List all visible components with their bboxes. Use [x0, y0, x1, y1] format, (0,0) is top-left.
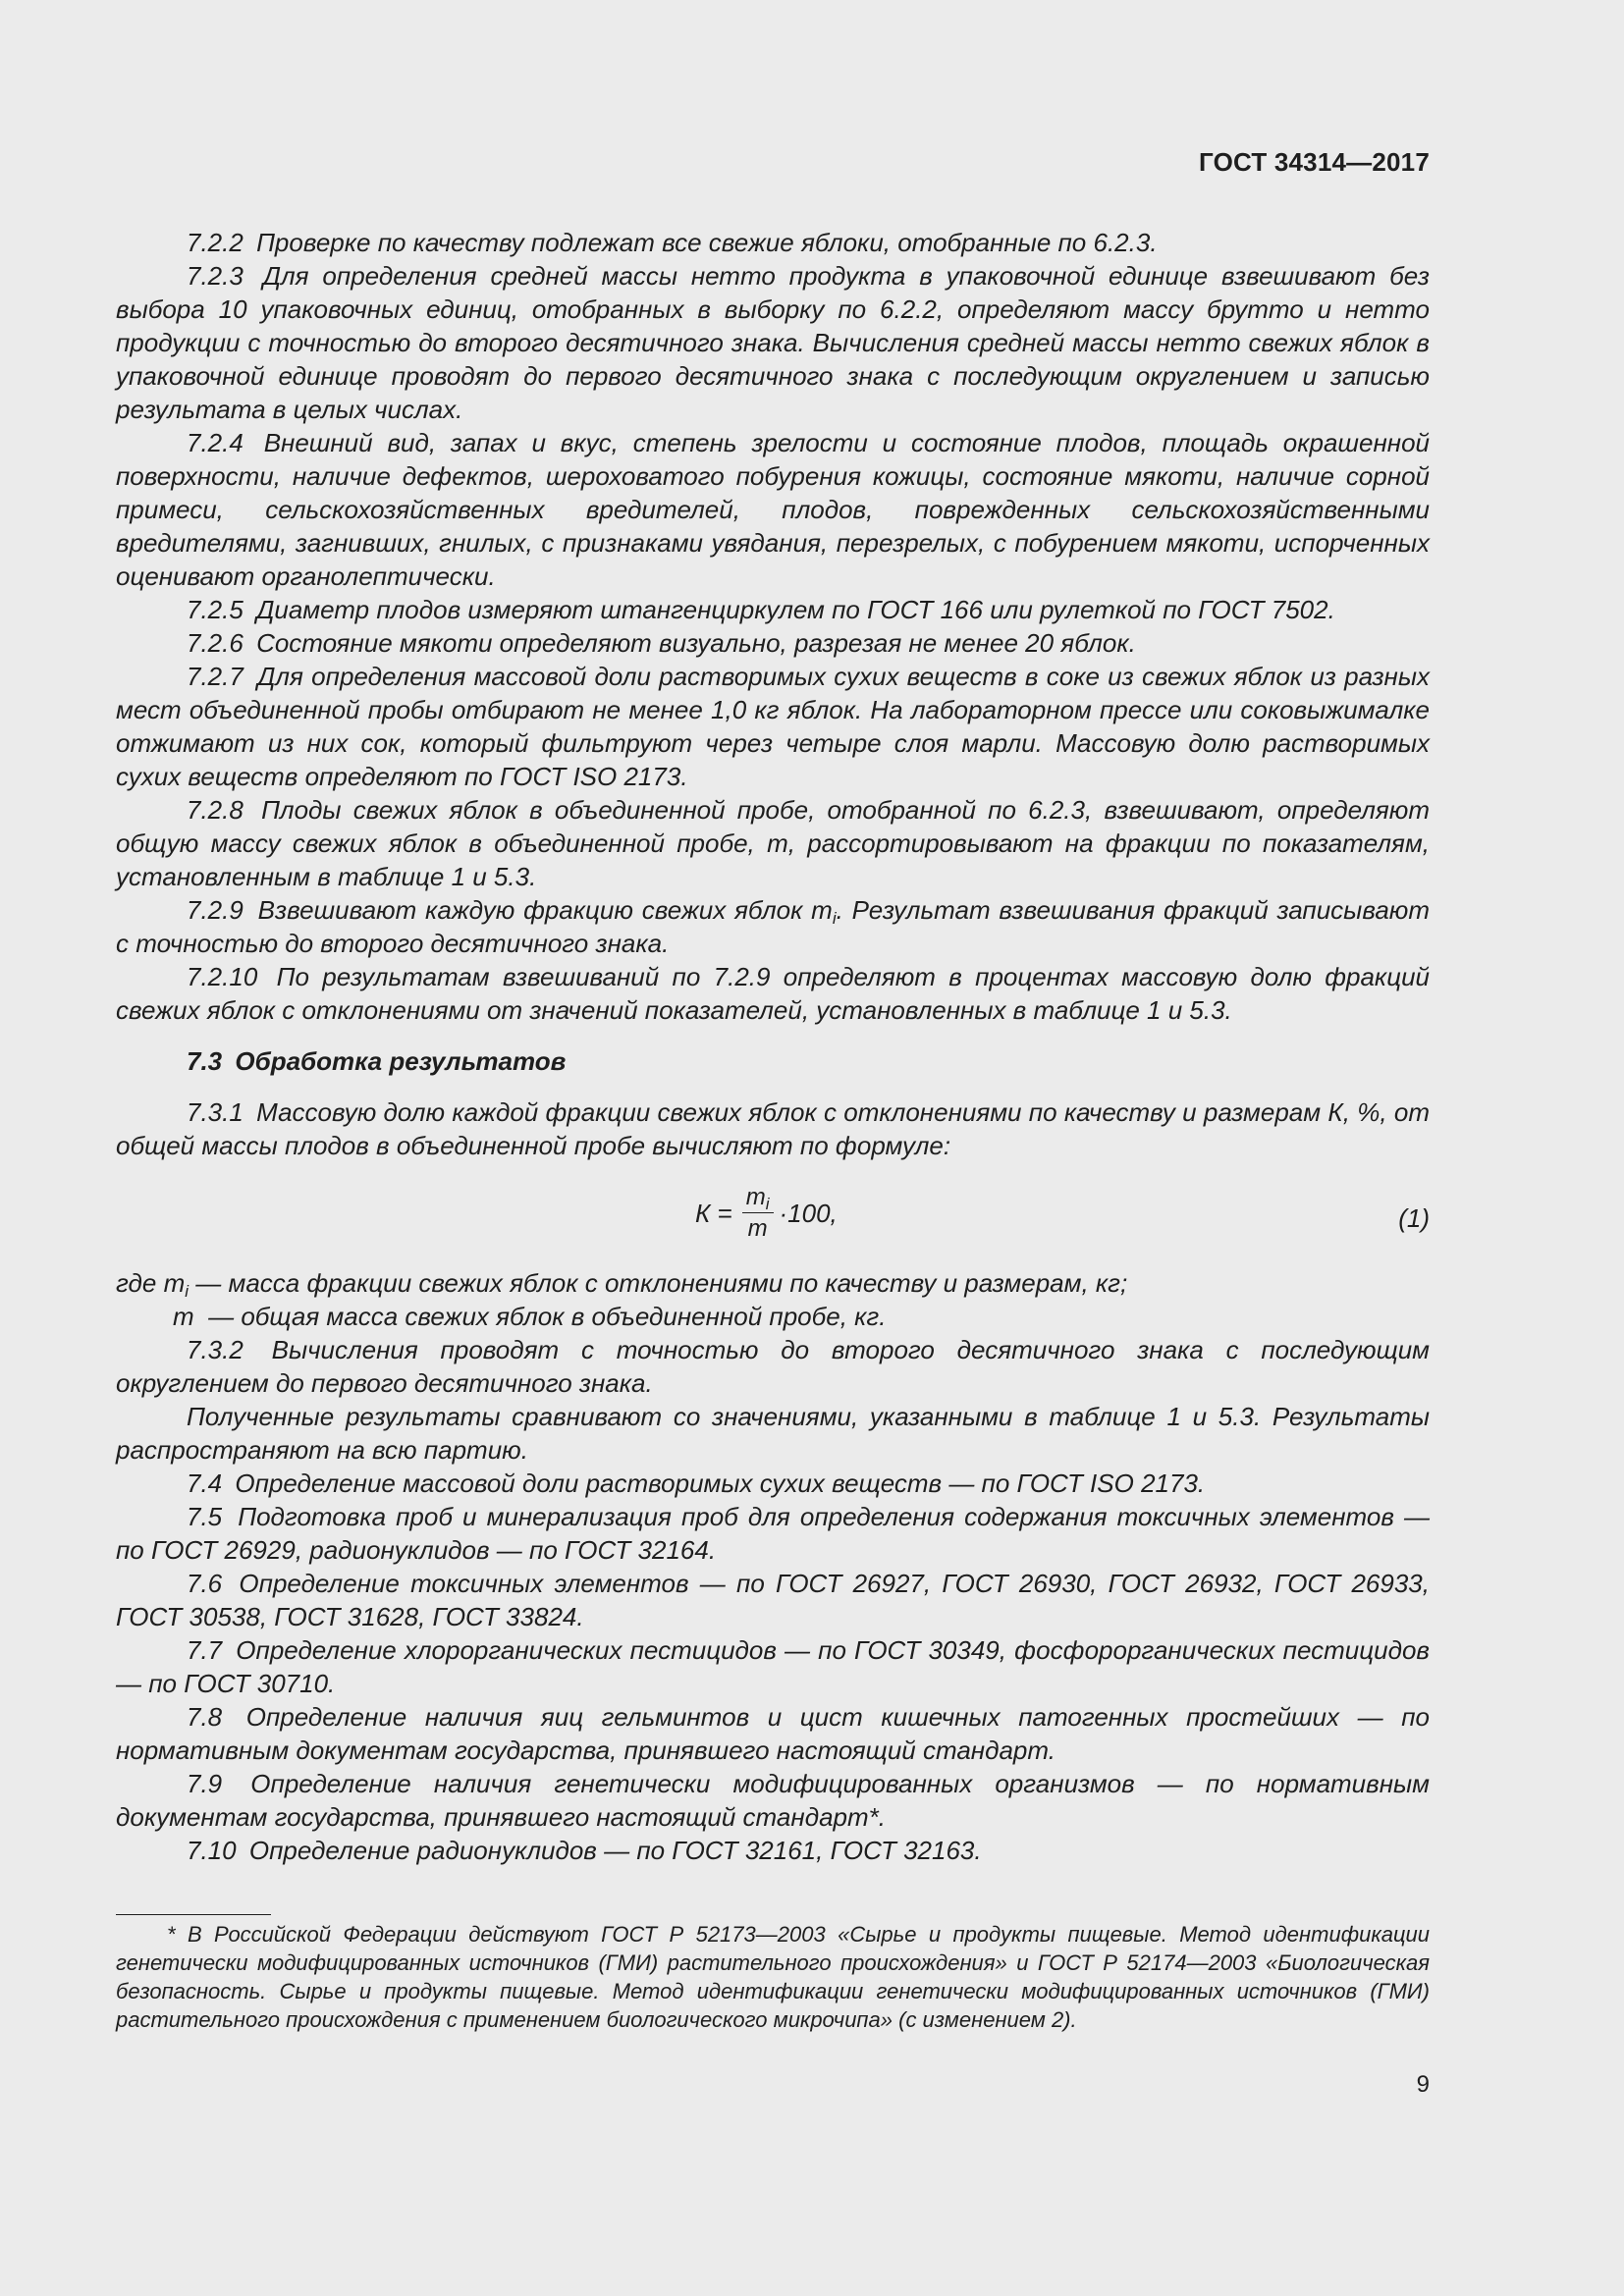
formula-rhs: ·100,	[779, 1199, 838, 1228]
formula-number: (1)	[1398, 1203, 1430, 1233]
formula-1	[116, 1176, 1430, 1255]
legend-row-mi: где $m_i$ — масса фракции свежих яблок с отклонениями по качеству и размерам, кг;	[116, 1268, 1128, 1301]
paragraph-7-2-9: 7.2.9 Взвешивают каждую фракцию свежих яблок $m_i$. Результат взвешивания фракций записывают с точностью до второго десятичного знака.	[116, 895, 1430, 958]
legend-row-m: m — общая масса свежих яблок в объединенной пробе, кг.	[173, 1302, 887, 1331]
formula-expression	[695, 1184, 838, 1243]
footnote: * В Российской Федерации действуют ГОСТ Р 52173—2003 «Сырье и продукты пищевые. Метод идентификации генетически модифицированных источников (ГМИ) растительного происхождения» и ГОСТ Р 52174—2003 «Биологическая безопасность. Сырье и продукты пищевые. Метод идентификации генетически модифицированных источников (ГМИ) растительного происхождения с применением биологического микрочипа» (с изменением 2).	[116, 1922, 1430, 2032]
paragraph-results-note: Полученные результаты сравнивают со значениями, указанными в таблице 1 и 5.3. Результаты распространяют на всю партию.	[116, 1402, 1430, 1465]
paragraph-7-2-6: 7.2.6 Состояние мякоти определяют визуально, разрезая не менее 20 яблок.	[187, 628, 1136, 658]
paragraph-7-5: 7.5 Подготовка проб и минерализация проб для определения содержания токсичных элементов — по ГОСТ 26929, радионуклидов — по ГОСТ 32164.	[116, 1502, 1430, 1565]
paragraph-7-4: 7.4 Определение массовой доли растворимых сухих веществ — по ГОСТ ISO 2173.	[187, 1468, 1206, 1498]
paragraph-7-7: 7.7 Определение хлорорганических пестицидов — по ГОСТ 30349, фосфорорганических пестицидов — по ГОСТ 30710.	[116, 1635, 1430, 1698]
paragraph-7-10: 7.10 Определение радионуклидов — по ГОСТ 32161, ГОСТ 32163.	[187, 1836, 982, 1865]
paragraph-7-2-2: 7.2.2 Проверке по качеству подлежат все свежие яблоки, отобранные по 6.2.3.	[187, 228, 1158, 257]
paragraph-7-3-2: 7.3.2 Вычисления проводят с точностью до второго десятичного знака с последующим округлением до первого десятичного знака.	[116, 1335, 1430, 1398]
formula-fraction	[742, 1184, 774, 1243]
paragraph-7-2-3: 7.2.3 Для определения средней массы нетто продукта в упаковочной единице взвешивают без выбора 10 упаковочных единиц, отобранных в выборку по 6.2.2, определяют массу брутто и нетто продукции с точностью до второго десятичного знака. Вычисления средней массы нетто свежих яблок в упаковочной единице проводят до первого десятичного знака с последующим округлением и записью результата в целых числах.	[116, 261, 1430, 424]
formula-numerator: $m_i$	[742, 1184, 774, 1213]
paragraph-7-9: 7.9 Определение наличия генетически модифицированных организмов — по нормативным документам государства, принявшего настоящий стандарт*.	[116, 1769, 1430, 1832]
document-body	[116, 226, 1430, 1867]
formula-lhs: К =	[695, 1199, 732, 1228]
paragraph-7-2-10: 7.2.10 По результатам взвешиваний по 7.2.9 определяют в процентах массовую долю фракций свежих яблок с отклонениями от значений показателей, установленных в таблице 1 и 5.3.	[116, 962, 1430, 1025]
page-number: 9	[1416, 2071, 1430, 2098]
document-header-code: ГОСТ 34314—2017	[1199, 147, 1430, 177]
paragraph-7-2-7: 7.2.7 Для определения массовой доли растворимых сухих веществ в соке из свежих яблок из разных мест объединенной пробы отбирают не менее 1,0 кг яблок. На лабораторном прессе или соковыжималке отжимают из них сок, который фильтруют через четыре слоя марли. Массовую долю растворимых сухих веществ определяют по ГОСТ ISO 2173.	[116, 662, 1430, 791]
formula-denominator: m	[747, 1215, 768, 1242]
paragraph-7-2-5: 7.2.5 Диаметр плодов измеряют штангенциркулем по ГОСТ 166 или рулеткой по ГОСТ 7502.	[187, 595, 1335, 624]
footnote-separator	[116, 1914, 271, 1915]
section-heading-7-3: 7.3 Обработка результатов	[187, 1046, 567, 1076]
paragraph-7-2-4: 7.2.4 Внешний вид, запах и вкус, степень зрелости и состояние плодов, площадь окрашенной поверхности, наличие дефектов, шероховатого побурения кожицы, состояние мякоти, наличие сорной примеси, сельскохозяйственных вредителей, плодов, поврежденных сельскохозяйственными вредителями, загнивших, гнилых, с признаками увядания, перезрелых, с побурением мякоти, испорченных оценивают органолептически.	[116, 428, 1430, 591]
paragraph-7-2-8: 7.2.8 Плоды свежих яблок в объединенной пробе, отобранной по 6.2.3, взвешивают, определяют общую массу свежих яблок в объединенной пробе, m, рассортировывают на фракции по показателям, установленным в таблице 1 и 5.3.	[116, 795, 1430, 891]
paragraph-7-6: 7.6 Определение токсичных элементов — по ГОСТ 26927, ГОСТ 26930, ГОСТ 26932, ГОСТ 26933, ГОСТ 30538, ГОСТ 31628, ГОСТ 33824.	[116, 1569, 1430, 1631]
paragraph-7-8: 7.8 Определение наличия яиц гельминтов и цист кишечных патогенных простейших — по нормативным документам государства, принявшего настоящий стандарт.	[116, 1702, 1430, 1765]
formula-legend	[116, 1266, 1430, 1333]
paragraph-7-3-1: 7.3.1 Массовую долю каждой фракции свежих яблок с отклонениями по качеству и размерам К, %, от общей массы плодов в объединенной пробе вычисляют по формуле:	[116, 1097, 1430, 1160]
